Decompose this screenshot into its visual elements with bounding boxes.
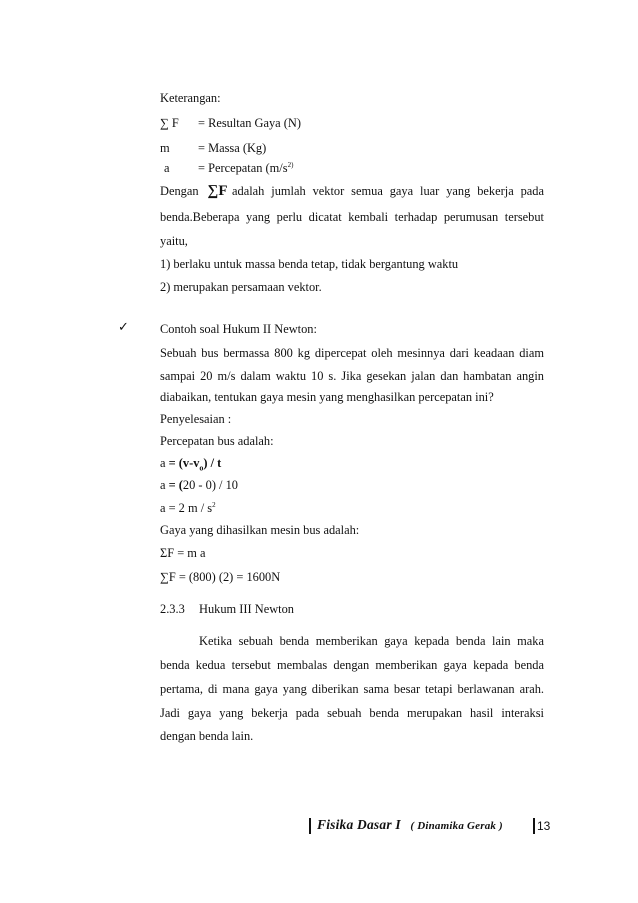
equation-3: a = 2 m / $s^2$ <box>160 500 216 515</box>
footer-divider-left <box>309 818 311 834</box>
section-para-line4: Jadi gaya yang bekerja pada sebuah benda merupakan hasil interaksi <box>160 706 544 720</box>
legend-accel-sup: 2) <box>287 160 294 169</box>
equation-4: ΣF = m a <box>160 546 206 560</box>
legend-desc-force: = Resultan Gaya (N) <box>198 116 301 130</box>
footer-subtitle: ( Dinamika Gerak ) <box>410 820 503 832</box>
problem-line1: Sebuah bus bermassa 800 kg dipercepat oleh mesinnya dari keadaan diam <box>160 346 544 360</box>
equation-2: a = (20 - 0) / 10 <box>160 478 238 492</box>
section-para-line5: dengan benda lain. <box>160 729 254 743</box>
paragraph1-line1: Dengan ∑F adalah jumlah vektor semua gaya luar yang bekerja pada <box>160 183 544 199</box>
section-para-line3: pertama, di mana gaya yang diberikan sama besar tetapi berlawanan arah. <box>160 682 544 696</box>
acceleration-label: Percepatan bus adalah: <box>160 434 274 448</box>
legend-desc-mass: = Massa (Kg) <box>198 141 267 155</box>
legend-symbol-accel: a <box>164 161 170 175</box>
force-label: Gaya yang dihasilkan mesin bus adalah: <box>160 523 360 537</box>
paragraph1-line3: yaitu, <box>160 234 188 248</box>
equation-1: $a = (v-v_o) / t$ <box>160 456 222 473</box>
solution-label: Penyelesaian : <box>160 412 232 426</box>
list-item-1: 1) berlaku untuk massa benda tetap, tidak bergantung waktu <box>160 257 459 271</box>
list-item-2: 2) merupakan persamaan vektor. <box>160 280 322 294</box>
page-number: 13 <box>537 819 551 833</box>
paragraph1-line2: benda.Beberapa yang perlu dicatat kembali terhadap perumusan tersebut <box>160 210 544 224</box>
problem-line3: diabaikan, tentukan gaya mesin yang menghasilkan percepatan ini? <box>160 390 494 404</box>
footer-title: Fisika Dasar I ( Dinamika Gerak ) <box>317 817 503 832</box>
keterangan-heading: Keterangan: <box>160 91 221 105</box>
section-para-line2: benda kedua tersebut membalas dengan memberikan gaya kepada benda <box>160 658 544 672</box>
legend-desc-accel: = Percepatan ($m/s^{2)}$ <box>198 160 294 175</box>
legend-symbol-mass: m <box>160 141 170 155</box>
checkmark-icon: ✓ <box>118 320 129 335</box>
legend-symbol-force: ∑ F <box>160 116 179 130</box>
section-title: Hukum III Newton <box>199 602 294 616</box>
problem-line2: sampai 20 m/s dalam waktu 10 s. Jika gesekan jalan dan hambatan angin <box>160 369 544 383</box>
example-heading: Contoh soal Hukum II Newton: <box>160 322 317 336</box>
sigma-force-symbol: ∑F <box>207 183 228 199</box>
section-para-line1: Ketika sebuah benda memberikan gaya kepada benda lain maka <box>199 634 544 648</box>
equation-5: ∑F = (800) (2) = 1600N <box>160 570 281 584</box>
section-number: 2.3.3 <box>160 602 185 616</box>
footer-divider-right <box>533 818 535 834</box>
